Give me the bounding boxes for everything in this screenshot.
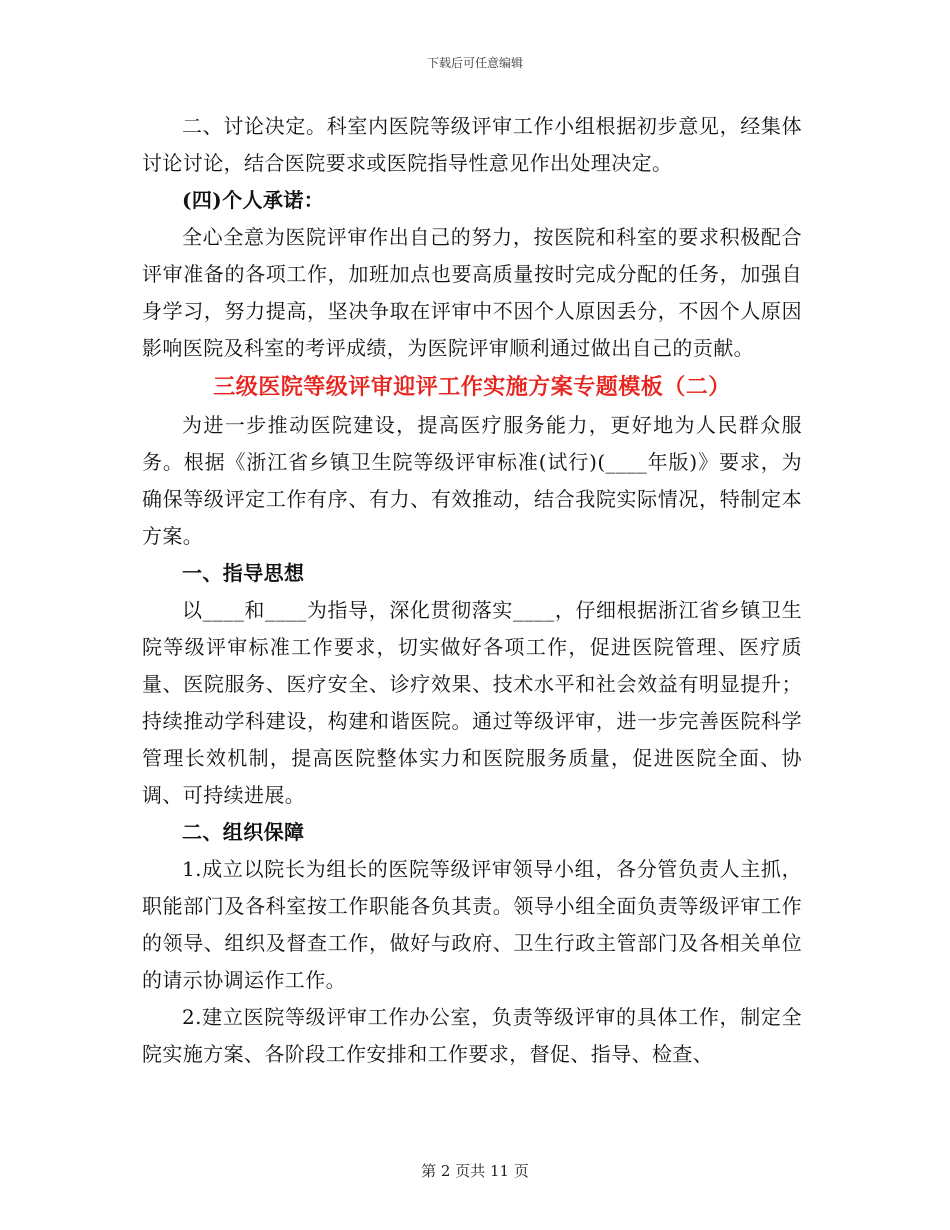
document-title: 三级医院等级评审迎评工作实施方案专题模板（二） — [213, 374, 731, 400]
paragraph-leading-group: 1.成立以院长为组长的医院等级评审领导小组，各分管负责人主抓，职能部门及各科室按工作职能各负其责。领导小组全面负责等级评审工作的领导、组织及督查工作，做好与政府、卫生行政主管部门及各相关单位的请示协调运作工作。 — [142, 857, 802, 992]
paragraph-commitment: 全心全意为医院评审作出自己的努力，按医院和科室的要求积极配合评审准备的各项工作，加班加点也要高质量按时完成分配的任务，加强自身学习，努力提高，坚决争取在评审中不因个人原因丢分，不因个人原因影响医院及科室的考评成绩，为医院评审顺利通过做出自己的贡献。 — [142, 225, 802, 360]
paragraph-intro: 为进一步推动医院建设，提高医疗服务能力，更好地为人民群众服务。根据《浙江省乡镇卫生院等级评审标准(试行)(____年版)》要求，为确保等级评定工作有序、有力、有效推动，结合我院实际情况，特制定本方案。 — [142, 413, 802, 548]
heading-organizational-guarantee: 二、组织保障 — [182, 820, 305, 844]
header-note: 下载后可任意编辑 — [426, 56, 523, 70]
heading-guiding-ideology: 一、指导思想 — [182, 561, 305, 585]
document-body — [142, 108, 802, 1073]
paragraph-guiding-ideology: 以____和____为指导，深化贯彻落实____，仔细根据浙江省乡镇卫生院等级评审标准工作要求，切实做好各项工作，促进医院管理、医疗质量、医院服务、医疗安全、诊疗效果、技术水平和社会效益有明显提升；持续推动学科建设，构建和谐医院。通过等级评审，进一步完善医院科学管理长效机制，提高医院整体实力和医院服务质量，促进医院全面、协调、可持续进展。 — [142, 598, 802, 807]
paragraph-review-office: 2.建立医院等级评审工作办公室，负责等级评审的具体工作，制定全院实施方案、各阶段工作安排和工作要求，督促、指导、检查、 — [142, 1005, 802, 1066]
page-number: 第 2 页共 11 页 — [421, 1162, 529, 1180]
heading-personal-commitment: (四)个人承诺： — [182, 188, 325, 212]
paragraph-discussion-decision: 二、讨论决定。科室内医院等级评审工作小组根据初步意见，经集体讨论讨论，结合医院要求或医院指导性意见作出处理决定。 — [142, 114, 802, 175]
